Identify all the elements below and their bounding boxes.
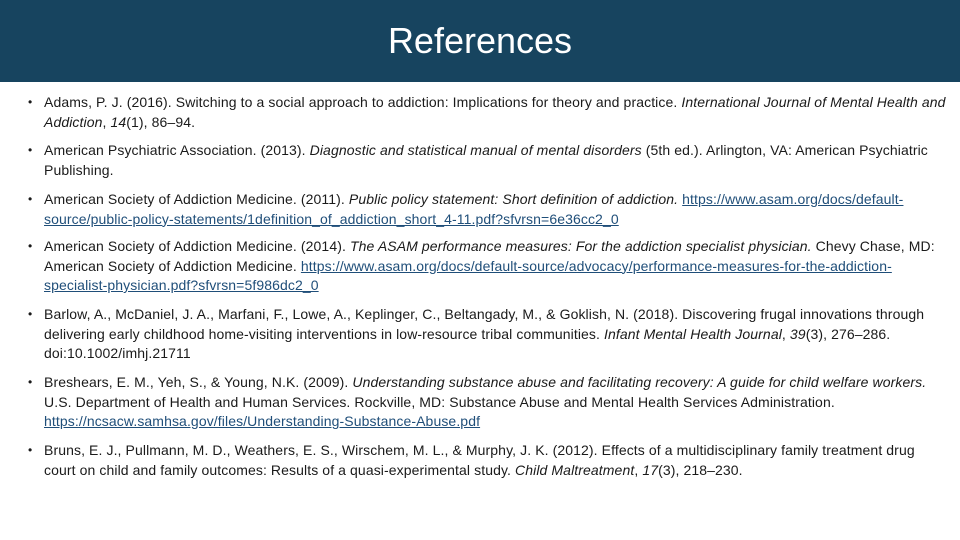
reference-text-segment: (3), 276–286. doi:10.1002/imhj.21711	[44, 325, 891, 361]
reference-italic-text: 14	[110, 113, 127, 130]
reference-italic-text: 17	[642, 461, 659, 478]
reference-text-segment: (3), 218–230.	[658, 461, 743, 478]
reference-text-segment: American Society of Addiction Medicine. (2014).	[44, 238, 350, 254]
reference-link[interactable]: https://www.asam.org/docs/default-source/advocacy/performance-measures-for-the-addiction-specialist-physician.pdf?sfvrsn=5f986dc2_0	[44, 257, 892, 293]
reference-text-segment: American Psychiatric Association. (2013).	[44, 142, 310, 158]
reference-link[interactable]: https://ncsacw.samhsa.gov/files/Understanding-Substance-Abuse.pdf	[44, 413, 481, 429]
reference-text	[44, 190, 949, 229]
reference-italic-text: Child Maltreatment	[515, 461, 635, 478]
reference-text-segment: ,	[781, 325, 790, 342]
reference-text	[44, 237, 949, 296]
reference-text-segment: ,	[634, 461, 643, 478]
reference-italic-text: International Journal of Mental Health and Addiction	[44, 94, 946, 130]
bullet-marker: •	[28, 307, 33, 321]
reference-italic-text: The ASAM performance measures: For the addiction specialist physician.	[349, 238, 812, 254]
reference-text	[44, 441, 949, 480]
reference-text	[44, 373, 949, 432]
bullet-marker: •	[28, 143, 33, 157]
reference-text-segment: Bruns, E. J., Pullmann, M. D., Weathers, E. S., Wirschem, M. L., & Murphy, J. K. (2012). Effects of a multidisciplinary family treatment drug court on child and family outcomes: Results of a quasi-experimental study.	[44, 442, 915, 478]
reference-italic-text: 39	[789, 325, 806, 342]
bullet-marker: •	[28, 375, 33, 389]
bullet-marker: •	[28, 239, 33, 253]
reference-link[interactable]: https://www.asam.org/docs/default-source/public-policy-statements/1definition_of_addiction_short_4-11.pdf?sfvrsn=6e36cc2_0	[44, 191, 904, 227]
reference-italic-text: Understanding substance abuse and facilitating recovery: A guide for child welfare workers.	[352, 374, 927, 390]
title-bar	[0, 0, 960, 82]
bullet-marker: •	[28, 443, 33, 457]
reference-text-segment: Chevy Chase, MD: American Society of Addiction Medicine.	[44, 238, 935, 274]
reference-text-segment: Breshears, E. M., Yeh, S., & Young, N.K. (2009).	[44, 374, 353, 390]
reference-italic-text: Diagnostic and statistical manual of mental disorders	[309, 142, 642, 158]
reference-text-segment: ,	[102, 113, 111, 130]
reference-text	[44, 305, 949, 364]
reference-italic-text: Infant Mental Health Journal	[604, 325, 782, 342]
reference-text-segment: Barlow, A., McDaniel, J. A., Marfani, F., Lowe, A., Keplinger, C., Beltangady, M., & Goklish, N. (2018). Discovering frugal innovations through delivering early childhood home‐visiting interventions in low‐resource tribal communities.	[44, 306, 925, 342]
bullet-marker: •	[28, 95, 33, 109]
reference-text-segment: (1), 86–94.	[126, 113, 196, 130]
reference-text-segment: Adams, P. J. (2016). Switching to a social approach to addiction: Implications for theory and practice.	[44, 94, 682, 110]
reference-text-segment: (5th ed.). Arlington, VA: American Psychiatric Publishing.	[44, 142, 928, 178]
reference-text-segment: American Society of Addiction Medicine. (2011).	[44, 191, 349, 207]
reference-italic-text: Public policy statement: Short definition of addiction.	[348, 191, 679, 207]
reference-text	[44, 141, 949, 180]
bullet-marker: •	[28, 192, 33, 206]
reference-text-segment: U.S. Department of Health and Human Services. Rockville, MD: Substance Abuse and Mental Health Services Administration.	[44, 393, 835, 410]
reference-text	[44, 93, 949, 132]
slide-title: References	[387, 20, 573, 61]
